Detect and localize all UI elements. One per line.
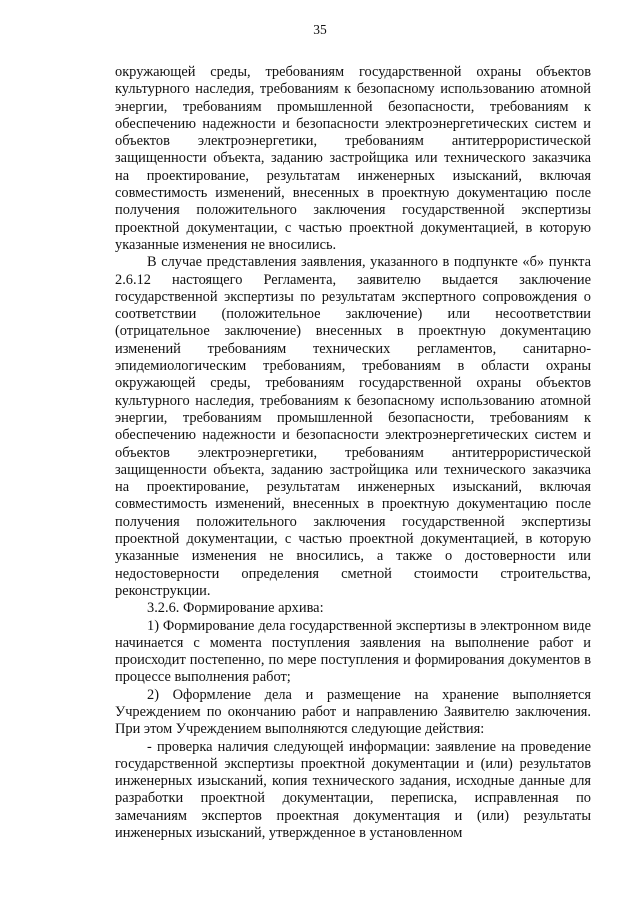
section-heading-3-2-6: 3.2.6. Формирование архива: <box>147 600 324 617</box>
paragraph-continuation: окружающей среды, требованиям государственной охраны объектов культурного наследия, требованиям к безопасному использованию атомной энергии, требованиям промышленной безопасности, требованиям к обеспечению надежности и безопасности электроэнергетических систем и объектов электроэнергетики, требованиям антитеррористической защищенности объекта, заданию застройщика или технического заказчика на проектирование, результатам инженерных изысканий, включая совместимость изменений, внесенных в проектную документацию после получения положительного заключения государственной экспертизы проектной документации, с частью проектной документацией, в которую указанные изменения не вносились. <box>115 64 591 253</box>
list-item-check: - проверка наличия следующей информации: заявление на проведение государственной экспертизы проектной документации и (или) результатов инженерных изысканий, копия технического задания, исходные данные для разработки проектной документации, переписка, исправленная по замечаниям экспертов проектная документация и (или) результаты инженерных изысканий, утвержденное в установленном <box>115 738 591 842</box>
body-text <box>115 64 591 842</box>
list-item-2: 2) Оформление дела и размещение на хранение выполняется Учреждением по окончанию работ и направлению Заявителю заключения. При этом Учреждением выполняются следующие действия: <box>115 686 591 738</box>
page-number: 35 <box>313 22 327 37</box>
paragraph-subparagraph-b: В случае представления заявления, указанного в подпункте «б» пункта 2.6.12 настоящего Регламента, заявителю выдается заключение государственной экспертизы по результатам экспертного сопровождения о соответствии (положительное заключение) или несоответствии (отрицательное заключение) внесенных в проектную документацию изменений требованиям технических регламентов, санитарно-эпидемиологическим требованиям, требованиям в области охраны окружающей среды, требованиям государственной охраны объектов культурного наследия, требованиям к безопасному использованию атомной энергии, требованиям промышленной безопасности, требованиям к обеспечению надежности и безопасности электроэнергетических систем и объектов электроэнергетики, требованиям антитеррористической защищенности объекта, заданию застройщика или технического заказчика на проектирование, результатам инженерных изысканий, включая совместимость изменений, внесенных в проектную документацию после получения положительного заключения государственной экспертизы проектной документации, с частью проектной документацией, в которую указанные изменения не вносились, а также о достоверности или недостоверности определения сметной стоимости строительства, реконструкции. <box>115 254 591 599</box>
list-item-1: 1) Формирование дела государственной экспертизы в электронном виде начинается с момента поступления заявления на выполнение работ и происходит постепенно, по мере поступления и формирования документов в процессе выполнения работ; <box>115 617 591 686</box>
